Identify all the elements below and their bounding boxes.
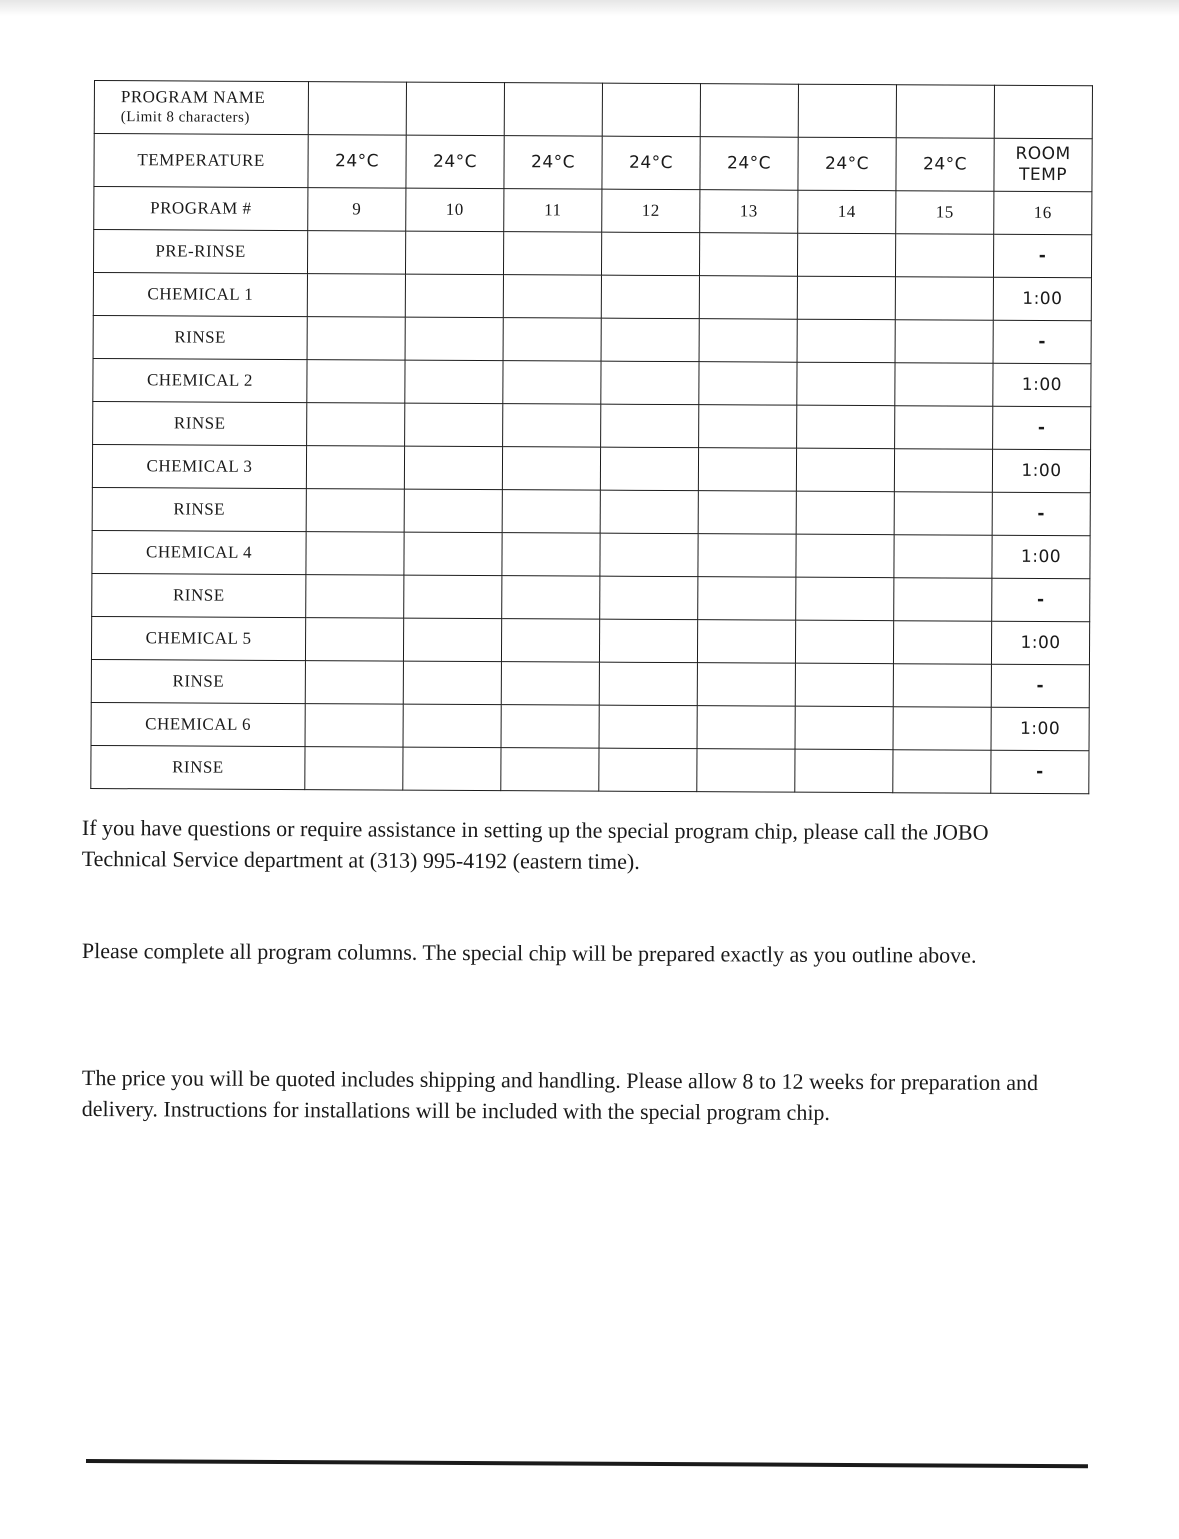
step-row — [91, 659, 1089, 707]
step-time-cell[interactable] — [697, 620, 795, 664]
step-time-cell[interactable] — [698, 577, 796, 621]
step-row — [92, 573, 1090, 621]
program-name-cell[interactable] — [700, 84, 798, 138]
room-temp-step-value: - — [992, 578, 1090, 622]
program-number-cell: 9 — [308, 188, 406, 232]
step-time-cell[interactable] — [307, 360, 405, 404]
temperature-cell: 24°C — [700, 137, 798, 191]
program-table — [90, 80, 1093, 794]
room-temp-line1: ROOM — [1015, 143, 1071, 165]
step-time-cell[interactable] — [894, 578, 992, 622]
step-row — [93, 230, 1091, 278]
step-label: RINSE — [93, 401, 307, 445]
room-temp-step-value: - — [993, 406, 1091, 450]
step-time-cell[interactable] — [502, 576, 600, 620]
step-time-cell[interactable] — [503, 318, 601, 362]
step-time-cell[interactable] — [599, 662, 697, 706]
step-time-cell[interactable] — [403, 618, 501, 662]
step-time-cell[interactable] — [795, 620, 893, 664]
step-time-cell[interactable] — [305, 618, 403, 662]
step-time-cell[interactable] — [893, 707, 991, 751]
step-time-cell[interactable] — [502, 490, 600, 534]
room-temp-step-value: 1:00 — [991, 621, 1089, 665]
step-time-cell[interactable] — [796, 577, 894, 621]
program-name-title: PROGRAM NAME — [120, 87, 266, 107]
step-time-cell[interactable] — [503, 404, 601, 448]
step-time-cell[interactable] — [699, 233, 797, 277]
complete-columns-paragraph: Please complete all program columns. The special chip will be prepared exactly as you outline above. — [81, 937, 977, 968]
step-label: CHEMICAL 4 — [92, 530, 306, 574]
step-time-cell[interactable] — [404, 575, 502, 619]
step-time-cell[interactable] — [307, 231, 405, 275]
step-time-cell[interactable] — [699, 319, 797, 363]
step-time-cell[interactable] — [698, 448, 796, 492]
step-time-cell[interactable] — [699, 405, 797, 449]
room-temp-step-value: 1:00 — [991, 707, 1089, 751]
step-time-cell[interactable] — [893, 664, 991, 708]
step-time-cell[interactable] — [404, 446, 502, 490]
price-paragraph: The price you will be quoted includes shipping and handling. Please allow 8 to 12 weeks for preparation and delivery. Instructions for installations will be included with the special program chip. — [81, 1065, 1039, 1125]
step-time-cell[interactable] — [796, 491, 894, 535]
program-name-cell[interactable] — [994, 85, 1092, 139]
step-label: RINSE — [92, 487, 306, 531]
step-time-cell[interactable] — [698, 491, 796, 535]
step-time-cell[interactable] — [501, 748, 599, 792]
step-time-cell[interactable] — [599, 705, 697, 749]
step-time-cell[interactable] — [404, 532, 502, 576]
step-time-cell[interactable] — [403, 704, 501, 748]
step-time-cell[interactable] — [405, 274, 503, 318]
temperature-label: TEMPERATURE — [94, 134, 308, 188]
step-label: CHEMICAL 6 — [91, 702, 305, 746]
step-time-cell[interactable] — [403, 661, 501, 705]
step-time-cell[interactable] — [893, 621, 991, 665]
step-time-cell[interactable] — [599, 748, 697, 792]
room-temp-step-value: - — [991, 750, 1089, 794]
step-label: RINSE — [91, 659, 305, 703]
program-number-cell: 15 — [896, 191, 994, 235]
temperature-cell: 24°C — [406, 135, 504, 189]
program-name-label — [94, 81, 308, 135]
room-temp-step-value: - — [993, 234, 1091, 278]
step-row — [93, 272, 1091, 320]
step-time-cell[interactable] — [894, 535, 992, 579]
step-label: RINSE — [92, 573, 306, 617]
step-time-cell[interactable] — [404, 489, 502, 533]
bottom-rule — [86, 1459, 1088, 1468]
step-time-cell[interactable] — [305, 704, 403, 748]
program-name-cell[interactable] — [504, 83, 602, 137]
step-time-cell[interactable] — [893, 750, 991, 794]
step-time-cell[interactable] — [797, 233, 895, 277]
step-row — [92, 444, 1090, 492]
program-name-cell[interactable] — [602, 83, 700, 137]
step-time-cell[interactable] — [307, 274, 405, 318]
temperature-cell: 24°C — [504, 136, 602, 190]
step-time-cell[interactable] — [403, 747, 501, 791]
step-row — [91, 745, 1089, 793]
step-label: CHEMICAL 2 — [93, 358, 307, 402]
program-name-cell[interactable] — [896, 85, 994, 139]
room-temp-step-value: 1:00 — [993, 363, 1091, 407]
step-time-cell[interactable] — [895, 320, 993, 364]
step-label: RINSE — [91, 745, 305, 789]
step-time-cell[interactable] — [599, 619, 697, 663]
step-time-cell[interactable] — [601, 275, 699, 319]
step-time-cell[interactable] — [699, 276, 797, 320]
step-time-cell[interactable] — [797, 362, 895, 406]
program-name-cell[interactable] — [798, 84, 896, 138]
step-row — [93, 401, 1091, 449]
step-time-cell[interactable] — [307, 403, 405, 447]
step-time-cell[interactable] — [796, 448, 894, 492]
program-number-cell: 11 — [504, 189, 602, 233]
assistance-paragraph: If you have questions or require assistance in setting up the special program chip, please call the JOBO Technical Service department at (313) 995-4192 (eastern time). — [81, 814, 989, 874]
step-time-cell[interactable] — [306, 489, 404, 533]
program-name-row — [94, 81, 1092, 139]
step-time-cell[interactable] — [699, 362, 797, 406]
step-time-cell[interactable] — [306, 532, 404, 576]
step-time-cell[interactable] — [306, 446, 404, 490]
temperature-cell: 24°C — [798, 137, 896, 191]
step-time-cell[interactable] — [503, 275, 601, 319]
step-row — [91, 702, 1089, 750]
step-time-cell[interactable] — [600, 533, 698, 577]
step-time-cell[interactable] — [601, 361, 699, 405]
step-time-cell[interactable] — [698, 534, 796, 578]
step-time-cell[interactable] — [502, 533, 600, 577]
step-row — [92, 530, 1090, 578]
program-number-cell: 10 — [406, 188, 504, 232]
step-time-cell[interactable] — [697, 706, 795, 750]
program-name-cell[interactable] — [406, 82, 504, 136]
room-temp-step-value: - — [993, 320, 1091, 364]
room-temp-step-value: 1:00 — [992, 535, 1090, 579]
program-number-label: PROGRAM # — [94, 187, 308, 231]
program-number-row — [94, 187, 1092, 235]
step-time-cell[interactable] — [797, 405, 895, 449]
temperature-cell: 24°C — [602, 136, 700, 190]
step-label: CHEMICAL 5 — [91, 616, 305, 660]
program-number-cell: 12 — [602, 189, 700, 233]
step-time-cell[interactable] — [501, 619, 599, 663]
step-time-cell[interactable] — [501, 662, 599, 706]
step-time-cell[interactable] — [600, 447, 698, 491]
program-name-cell[interactable] — [308, 82, 406, 136]
step-time-cell[interactable] — [895, 406, 993, 450]
program-number-cell: 14 — [798, 190, 896, 234]
step-label: RINSE — [93, 315, 307, 359]
step-time-cell[interactable] — [697, 749, 795, 793]
room-temp-step-value: - — [991, 664, 1089, 708]
step-time-cell[interactable] — [305, 661, 403, 705]
step-time-cell[interactable] — [796, 534, 894, 578]
step-time-cell[interactable] — [601, 232, 699, 276]
temperature-cell: 24°C — [896, 138, 994, 192]
step-row — [93, 315, 1091, 363]
step-time-cell[interactable] — [795, 706, 893, 750]
step-time-cell[interactable] — [502, 447, 600, 491]
room-temp-step-value: - — [992, 492, 1090, 536]
room-temp-step-value: 1:00 — [993, 277, 1091, 321]
step-time-cell[interactable] — [405, 317, 503, 361]
step-time-cell[interactable] — [795, 749, 893, 793]
step-time-cell[interactable] — [600, 490, 698, 534]
step-row — [91, 616, 1089, 664]
step-time-cell[interactable] — [305, 747, 403, 791]
room-temp-cell — [994, 138, 1092, 192]
step-time-cell[interactable] — [503, 361, 601, 405]
step-time-cell[interactable] — [797, 319, 895, 363]
step-time-cell[interactable] — [405, 231, 503, 275]
step-label: CHEMICAL 3 — [92, 444, 306, 488]
step-time-cell[interactable] — [895, 277, 993, 321]
step-time-cell[interactable] — [895, 234, 993, 278]
step-time-cell[interactable] — [307, 317, 405, 361]
step-time-cell[interactable] — [601, 404, 699, 448]
step-time-cell[interactable] — [797, 276, 895, 320]
step-time-cell[interactable] — [894, 449, 992, 493]
temperature-row — [94, 134, 1092, 192]
step-label: PRE-RINSE — [93, 230, 307, 274]
program-number-cell: 13 — [700, 190, 798, 234]
step-time-cell[interactable] — [894, 492, 992, 536]
step-time-cell[interactable] — [501, 705, 599, 749]
step-time-cell[interactable] — [795, 663, 893, 707]
step-time-cell[interactable] — [601, 318, 699, 362]
scan-edge — [0, 0, 1179, 16]
program-name-limit: (Limit 8 characters) — [120, 109, 250, 126]
step-time-cell[interactable] — [895, 363, 993, 407]
step-row — [93, 358, 1091, 406]
program-number-cell: 16 — [994, 191, 1092, 235]
step-time-cell[interactable] — [306, 575, 404, 619]
step-time-cell[interactable] — [405, 403, 503, 447]
temperature-cell: 24°C — [308, 135, 406, 189]
room-temp-line2: TEMP — [1018, 164, 1068, 186]
step-time-cell[interactable] — [503, 232, 601, 276]
room-temp-step-value: 1:00 — [992, 449, 1090, 493]
step-row — [92, 487, 1090, 535]
step-time-cell[interactable] — [600, 576, 698, 620]
step-label: CHEMICAL 1 — [93, 272, 307, 316]
step-time-cell[interactable] — [697, 663, 795, 707]
step-time-cell[interactable] — [405, 360, 503, 404]
